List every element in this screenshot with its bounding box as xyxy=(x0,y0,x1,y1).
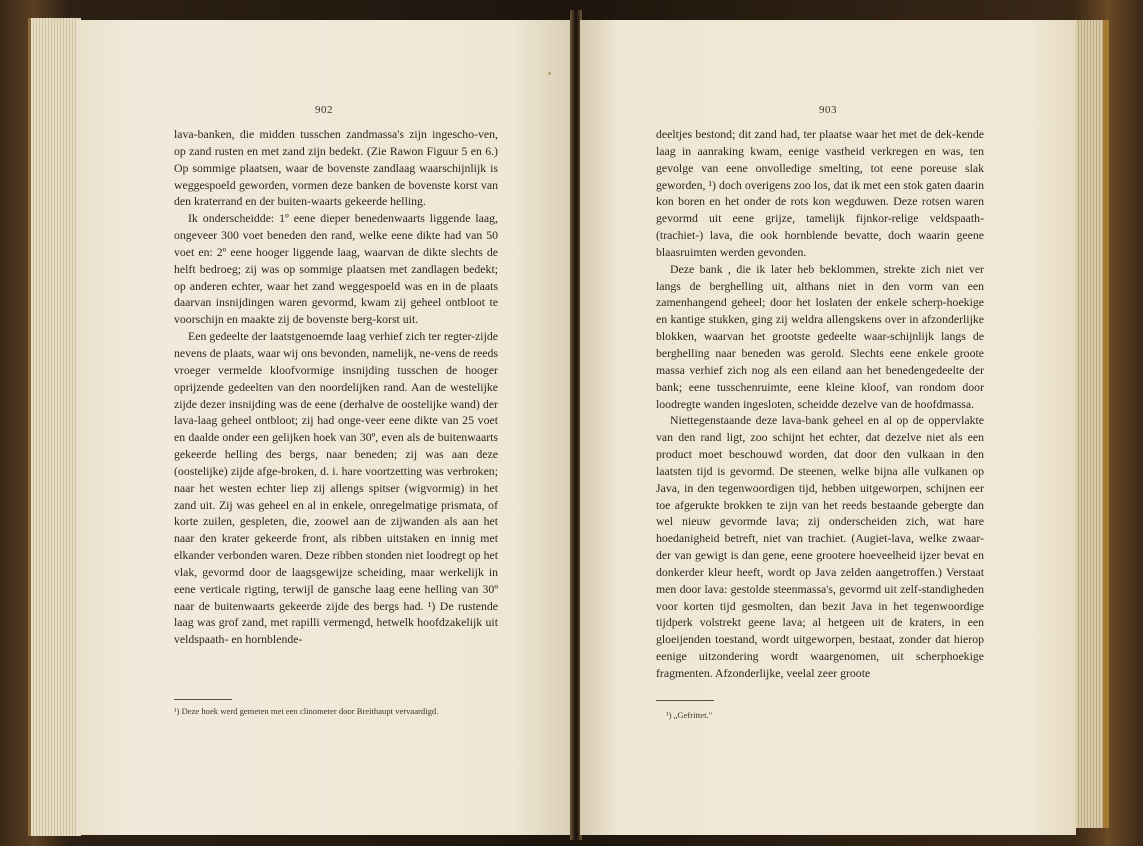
right-paragraph-1: deeltjes bestond; dit zand had, ter plaatse waar het met de dek-kende laag in aanraking kwam, eenige vastheid verkregen en was, ten gevolge van eene onvolledige smelting, tot eene poreuse slak geworden, ¹) doch overigens zoo los, dat ik met een stok gaten daarin kon boren en het onder de rots kon wegduwen. Deze rotsen waren gevormd uit eene grijze, tamelijk fijnkor-relige veldspaath- (trachiet-) lava, die ook hornblende bevatte, doch waarin geene blaasruimten werden gevonden. xyxy=(656,127,984,259)
right-page xyxy=(580,20,1076,835)
left-footnote: ¹) Deze hoek werd gemeten met een clinometer door Breithaupt vervaardigd. xyxy=(174,706,439,716)
left-paragraph-1: lava-banken, die midden tusschen zandmassa's zijn ingescho-ven, op zand rusten en met zand zijn bedekt. (Zie Rawon Figuur 5 en 6.) Op sommige plaatsen, waar de bovenste zandlaag waarschijnlijk is weggespoeld geworden, vormen deze banken de bovenste korst van den kraterrand en der buiten-waarts gekeerde helling. xyxy=(174,127,498,209)
right-page-body xyxy=(656,126,984,682)
right-paragraph-3: Niettegenstaande deze lava-bank geheel en al op de oppervlakte van den rand ligt, zoo schijnt het echter, dat dezelve niet als een product moet beschouwd worden, dat door den vulkaan in den laatsten tijd is gevormd. De steenen, welke bijna alle vulkanen op Java, in den tegenwoordigen tijd, hebben uitgeworpen, schijnen eer toe afgerukte brokken te zijn van het reeds bestaande gebergte dan wel nieuw gevormde lava; zij onderscheiden zich, wat hare hoedanigheid betreft, niet van trachiet. (Augiet-lava, welke zwaar-der van gewigt is dan gene, eene grootere hoeveelheid ijzer bevat en donkerder kleur heeft, wordt op Java zelden aangetroffen.) Verstaat men door lava: gestolde steenmassa's, gevormd uit zelf-standigheden voor korten tijd gesmolten, dan bezit Java in het tegenwoordige tijdperk volstrekt geene lava; al hetgeen uit de kraters, in een gloeijenden toestand, wordt uitgeworpen, bestaat, zonder dat hierop eenige uitzondering wordt waargenomen, uit scherphoekige fragmenten. Afzonderlijke, veelal zeer groote xyxy=(656,413,984,680)
right-footnote-rule xyxy=(656,700,714,701)
left-page-stack xyxy=(28,18,81,836)
page-number-right: 903 xyxy=(819,104,837,116)
left-page xyxy=(76,20,572,835)
left-paragraph-3: Een gedeelte der laatstgenoemde laag verhief zich ter regter-zijde nevens de plaats, waar wij ons bevonden, namelijk, ne-vens de reeds vroeger vermelde kloofvormige insnijding tusschen de hooger oprijzende gedeelten van den noordelijken rand. Aan de westelijke zijde dezer insnijding was de eene (derhalve de oostelijke wand) der lava-laag geheel ontbloot; zij had onge-veer eene dikte van 25 voet en daalde onder een gelijken hoek van 30º, even als de buitenwaarts gekeerde helling des bergs, naar beneden; zij was aan deze (oostelijke) zijde afge-broken, d. i. hare voortzetting was verbroken; naar het westen echter liep zij allengs spitser (wigvormig) in het zand uit. Zij was geheel en al in enkele, onregelmatige prismata, of korte zuilen, gespleten, die, zoowel aan de zijwanden als aan het naar den krater gekeerde front, als ribben uitstaken en innig met elkander verbonden waren. Deze ribben stonden niet loodregt op het vlak, gevormd door de laagsgewijze scheiding, maar werkelijk in eene verticale rigting, terwijl de gansche laag eene helling van 30º naar de buitenwaarts gekeerde zijde des bergs had. ¹) De rustende laag was grof zand, met rapilli vermengd, hetwelk hoofdzakelijk uit veldspaath- en hornblende- xyxy=(174,329,498,647)
left-footnote-rule xyxy=(174,699,232,700)
right-page-stack xyxy=(1073,20,1109,828)
right-paragraph-2: Deze bank , die ik later heb beklommen, strekte zich niet ver langs de berghelling uit, althans niet in den vorm van een zamenhangend geheel; door het loslaten der enkele scherp-hoekige en kantige stukken, ging zij weldra allengskens over in afzonderlijke blokken, waarvan het grootste gedeelte waar-schijnlijk langs de berghelling naar beneden was gerold. Slechts eene enkele groote massa verhief zich nog als een eiland aan het benedengedeelte der bank; eene tusschenruimte, eene kleine kloof, van rondom door loodregte wanden ingesloten, scheidde dezelve van de hoofdmassa. xyxy=(656,261,984,411)
left-page-body xyxy=(174,126,498,648)
page-number-left: 902 xyxy=(315,104,333,116)
left-paragraph-2: Ik onderscheidde: 1º eene dieper benedenwaarts liggende laag, ongeveer 300 voet beneden den rand, welke eene dikte had van 50 voet en: 2º eene hooger liggende laag, waarvan de dikte slechts de helft bedroeg; zij was op sommige plaatsen met zandlagen bedekt; op anderen echter, waar het zand weggespoeld was en in de plaats daarvan insnijdingen waren gevormd, kwam zij geheel ontbloot te voorschijn en maakte zij de bovenste berg-korst uit. xyxy=(174,211,498,327)
right-footnote: ¹) „Gefrittet." xyxy=(666,710,713,720)
paper-stain xyxy=(548,72,551,75)
